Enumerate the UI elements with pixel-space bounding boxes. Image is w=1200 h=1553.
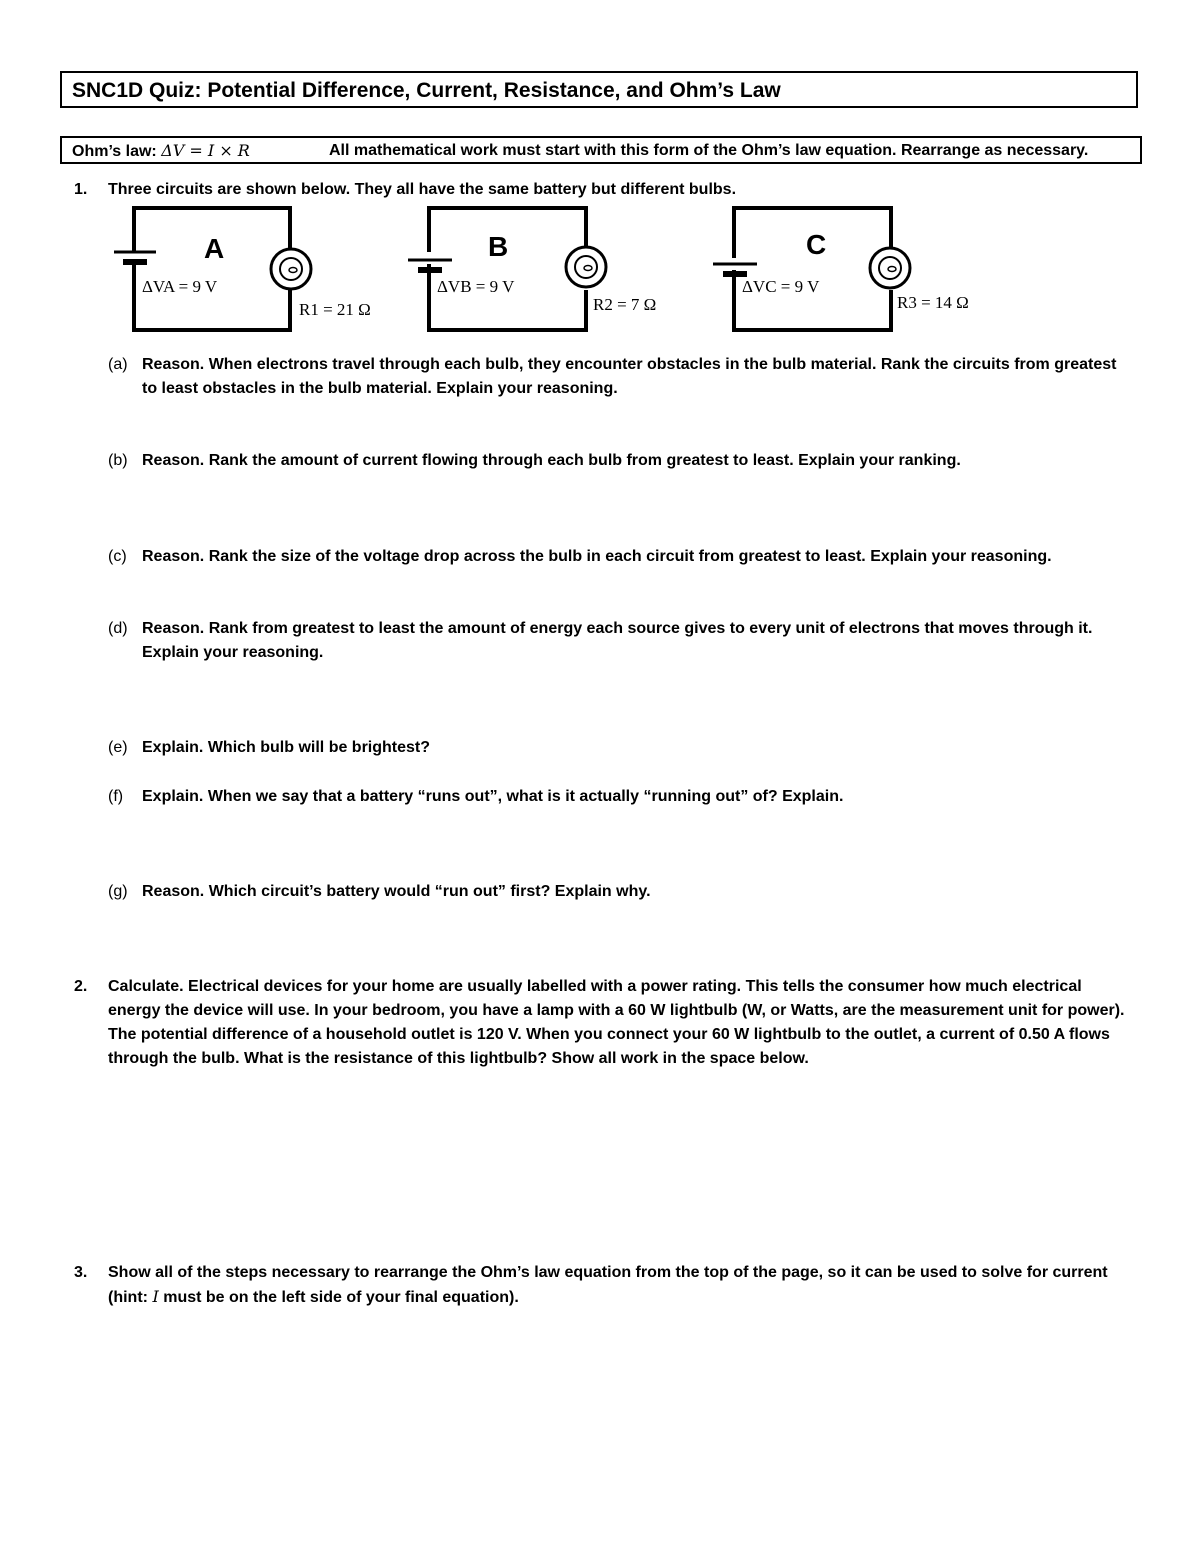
question-text-after: must be on the left side of your final equation). bbox=[163, 1289, 519, 1306]
part-verb: Reason. bbox=[142, 452, 205, 469]
ohms-law-box bbox=[60, 136, 1142, 164]
circuit-resistance: R3 = 14 Ω bbox=[897, 293, 969, 312]
part-verb: Reason. bbox=[142, 620, 205, 637]
part-verb: Explain. bbox=[142, 788, 204, 805]
question-3 bbox=[74, 1261, 1134, 1311]
part-label: (g) bbox=[108, 883, 128, 900]
part-label: (c) bbox=[108, 548, 127, 565]
bulb-icon bbox=[566, 247, 606, 287]
page-title: SNC1D Quiz: Potential Difference, Current, Resistance, and Ohm’s Law bbox=[60, 71, 1138, 108]
question-verb: Calculate. bbox=[108, 978, 184, 995]
part-label: (a) bbox=[108, 356, 128, 373]
bulb-icon bbox=[870, 248, 910, 288]
circuit-letter: C bbox=[806, 229, 827, 260]
part-text: Rank from greatest to least the amount of energy each source gives to every unit of electrons that moves through it. Explain your reasoning. bbox=[142, 620, 1093, 661]
question-number: 3. bbox=[74, 1264, 88, 1281]
part-label: (f) bbox=[108, 788, 124, 805]
part-verb: Reason. bbox=[142, 883, 205, 900]
circuit-letter: A bbox=[204, 233, 225, 264]
part-f bbox=[108, 785, 1118, 811]
part-text: Which circuit’s battery would “run out” first? Explain why. bbox=[208, 883, 651, 900]
circuit-c bbox=[713, 208, 969, 330]
part-label: (e) bbox=[108, 739, 128, 756]
part-text: Rank the size of the voltage drop across the bulb in each circuit from greatest to least. Explain your reasoning. bbox=[208, 548, 1052, 565]
part-label: (b) bbox=[108, 452, 128, 469]
circuit-b bbox=[408, 208, 656, 330]
law-instruction: All mathematical work must start with this form of the Ohm’s law equation. Rearrange as necessary. bbox=[329, 142, 1089, 159]
part-c bbox=[108, 545, 1118, 571]
part-label: (d) bbox=[108, 620, 128, 637]
law-label: Ohm’s law: bbox=[72, 143, 157, 160]
question-number: 1. bbox=[74, 181, 88, 198]
circuit-voltage: ΔVA = 9 V bbox=[142, 277, 218, 296]
circuits-diagram bbox=[0, 200, 1200, 340]
part-verb: Reason. bbox=[142, 356, 205, 373]
part-verb: Reason. bbox=[142, 548, 205, 565]
part-b bbox=[108, 449, 1118, 475]
bulb-icon bbox=[271, 249, 311, 289]
circuit-letter: B bbox=[488, 231, 509, 262]
hint-variable: I bbox=[152, 1287, 159, 1306]
question-2 bbox=[74, 975, 1134, 1075]
question-number: 2. bbox=[74, 978, 88, 995]
part-text: Rank the amount of current flowing through each bulb from greatest to least. Explain your ranking. bbox=[208, 452, 961, 469]
question-text-before: Show all of the steps necessary to rearrange the Ohm’s law equation from the top of the page, so it can be used to solve for current (hint: bbox=[108, 1264, 1108, 1306]
part-text: Which bulb will be brightest? bbox=[207, 739, 431, 756]
law-equation: ΔV = I × R bbox=[161, 141, 250, 160]
part-text: When electrons travel through each bulb, they encounter obstacles in the bulb material. Rank the circuits from greatest to least obstacles in the bulb material. Explain your reasoning. bbox=[142, 356, 1117, 397]
question-text: Electrical devices for your home are usually labelled with a power rating. This tells the consumer how much electrical energy the device will use. In your bedroom, you have a lamp with a 60 W lightbulb (W, or Watts, are the measurement unit for power). The potential difference of a household outlet is 120 V. When you connect your 60 W lightbulb to the outlet, a current of 0.50 A flows through the bulb. What is the resistance of this lightbulb? Show all work in the space below. bbox=[108, 978, 1125, 1067]
circuit-voltage: ΔVC = 9 V bbox=[742, 277, 820, 296]
question-1 bbox=[74, 178, 1134, 202]
circuit-resistance: R2 = 7 Ω bbox=[593, 295, 657, 314]
part-verb: Explain. bbox=[142, 739, 204, 756]
part-g bbox=[108, 880, 1118, 906]
part-d bbox=[108, 617, 1118, 667]
circuit-voltage: ΔVB = 9 V bbox=[437, 277, 515, 296]
question-text: Three circuits are shown below. They all have the same battery but different bulbs. bbox=[108, 181, 737, 198]
part-a bbox=[108, 353, 1118, 403]
part-e bbox=[108, 736, 1118, 762]
part-text: When we say that a battery “runs out”, what is it actually “running out” of? Explain. bbox=[207, 788, 844, 805]
circuit-resistance: R1 = 21 Ω bbox=[299, 300, 371, 319]
circuit-a bbox=[114, 208, 371, 330]
